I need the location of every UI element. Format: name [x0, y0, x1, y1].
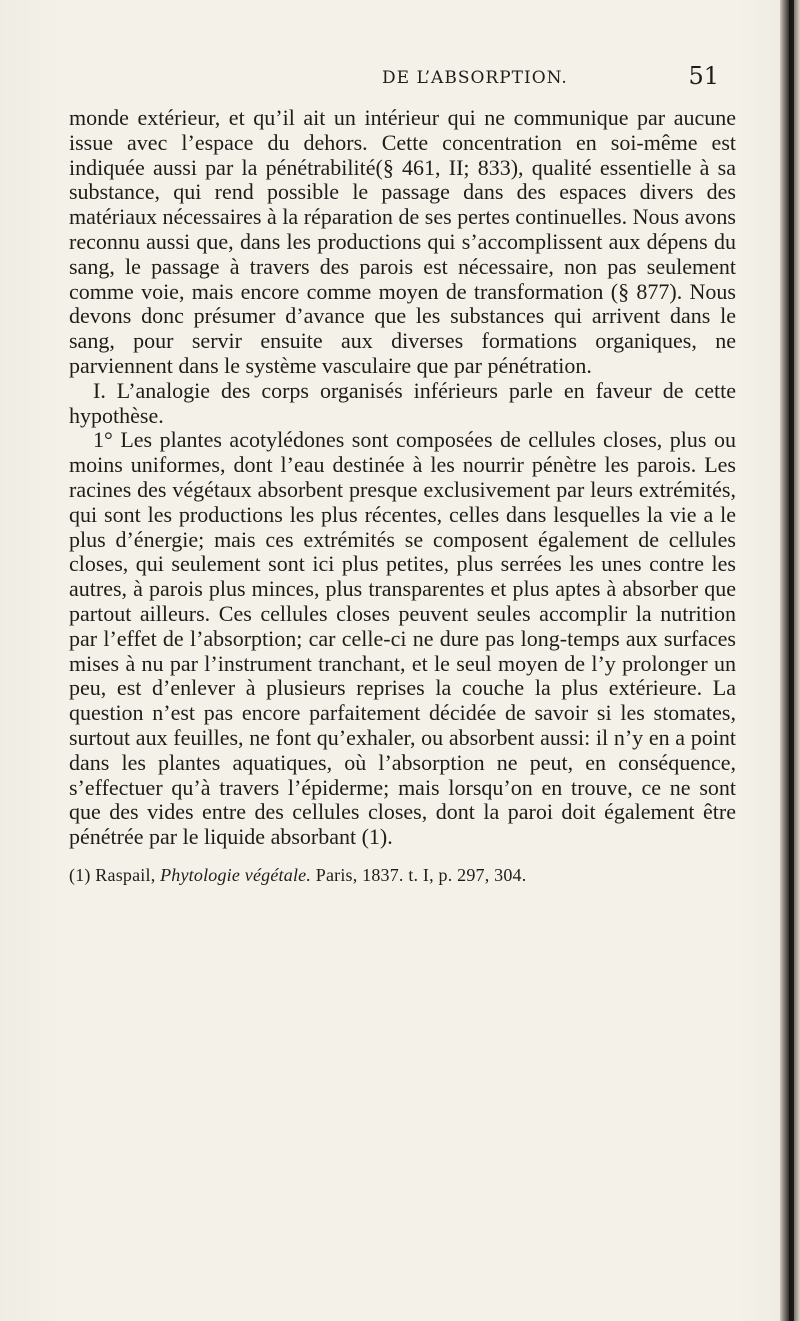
page-header	[72, 62, 737, 100]
footnote-author: Raspail,	[95, 864, 156, 885]
running-head: DE L’ABSORPTION.	[382, 68, 568, 88]
paragraph-1: monde extérieur, et qu’il ait un intérieur qui ne communique par aucune issue avec l’espace du dehors. Cette concentration en soi-même est indiquée aussi par la pénétrabilité(§ 461, II; 833), qualité essentielle à sa substance, qui rend possible le passage dans des espaces divers des matériaux nécessaires à la réparation de ses pertes continuelles. Nous avons reconnu aussi que, dans les productions qui s’accomplissent aux dépens du sang, le passage à travers des parois est nécessaire, non pas seulement comme voie, mais encore comme moyen de transformation (§ 877). Nous devons donc présumer d’avance que les substances qui arrivent dans le sang, pour servir ensuite aux diverses formations organiques, ne parviennent dans le système vasculaire que par pénétration.	[69, 106, 736, 378]
footnote-number: (1)	[69, 864, 91, 885]
paragraph-3: 1° Les plantes acotylédones sont composées de cellules closes, plus ou moins uniformes, dont l’eau destinée à les nourrir pénètre les parois. Les racines des végétaux absorbent presque exclusivement par leurs extrémités, qui sont les productions les plus récentes, celles dans lesquelles la vie a le plus d’énergie; mais ces extrémités se composent également de cellules closes, qui seulement sont ici plus petites, plus serrées les unes contre les autres, à parois plus minces, plus transparentes et plus aptes à absorber que partout ailleurs. Ces cellules closes peuvent seules accomplir la nutrition par l’effet de l’absorption; car celle-ci ne dure pas long-temps aux surfaces mises à nu par l’instrument tranchant, et le seul moyen de l’y prolonger un peu, est d’enlever à plusieurs reprises la couche la plus extérieure. La question n’est pas encore parfaitement décidée de savoir si les stomates, surtout aux feuilles, ne font qu’exhaler, ou absorbent aussi: il n’y en a point dans les plantes aquatiques, où l’absorption ne peut, en conséquence, s’effectuer qu’à travers l’épiderme; mais lorsqu’on en trouve, ce ne sont que des vides entre des cellules closes, dont la paroi doit également être pénétrée par le liquide absorbant (1).	[69, 427, 736, 850]
footnote	[69, 864, 736, 886]
paragraph-2: I. L’analogie des corps organisés inférieurs parle en faveur de cette hypothèse.	[69, 377, 736, 428]
page-binding-edge	[789, 0, 794, 1321]
page-number: 51	[688, 62, 719, 90]
footnote-details: Paris, 1837. t. I, p. 297, 304.	[315, 864, 527, 885]
page-content	[69, 106, 736, 1271]
footnote-title: Phytologie végétale.	[160, 864, 312, 885]
